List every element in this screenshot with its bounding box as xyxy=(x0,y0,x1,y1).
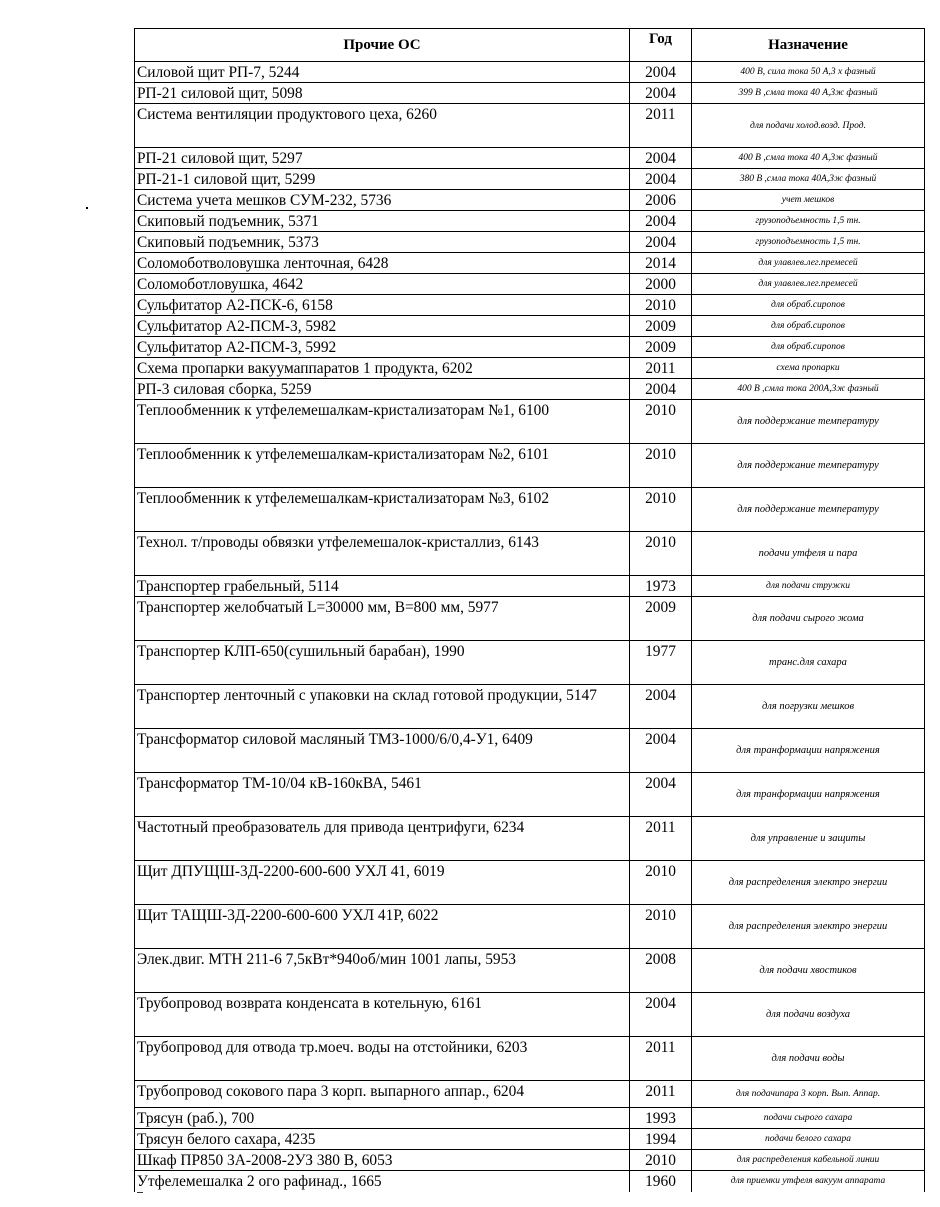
cell-purpose: для подачи воздуха xyxy=(692,993,925,1037)
cell-year: 2010 xyxy=(630,488,692,532)
cell-purpose: для поддержание температуру xyxy=(692,488,925,532)
cell-asset-name: Система вентиляции продуктового цеха, 6260 xyxy=(135,104,630,148)
cell-purpose: учет мешков xyxy=(692,190,925,211)
table-row xyxy=(135,817,925,861)
cell-purpose: для подачи сырого жома xyxy=(692,597,925,641)
cell-asset-name: Соломоботволовушка ленточная, 6428 xyxy=(135,253,630,274)
cell-asset-name: Система учета мешков СУМ-232, 5736 xyxy=(135,190,630,211)
cell-asset-name: Транспортер желобчатый L=30000 мм, В=800 мм, 5977 xyxy=(135,597,630,641)
other-assets-table xyxy=(134,28,925,1192)
cell-year: 1960 xyxy=(630,1171,692,1192)
cell-purpose: транс.для сахара xyxy=(692,641,925,685)
cell-asset-name: Трясун белого сахара, 4235 xyxy=(135,1129,630,1150)
cell-year: 2004 xyxy=(630,993,692,1037)
cell-purpose: для распределения электро энергии xyxy=(692,905,925,949)
cell-purpose: подачи сырого сахара xyxy=(692,1108,925,1129)
cell-year: 2010 xyxy=(630,400,692,444)
table-row xyxy=(135,685,925,729)
cell-year: 2010 xyxy=(630,295,692,316)
cell-year: 1973 xyxy=(630,576,692,597)
table-row xyxy=(135,1171,925,1192)
column-header-name: Прочие ОС xyxy=(135,29,630,62)
cell-asset-name: РП-21 силовой щит, 5297 xyxy=(135,148,630,169)
cell-asset-name: Транспортер ленточный с упаковки на склад готовой продукции, 5147 xyxy=(135,685,630,729)
cell-purpose: грузоподъемность 1,5 тн. xyxy=(692,232,925,253)
cell-asset-name: Соломоботловушка, 4642 xyxy=(135,274,630,295)
table-row xyxy=(135,773,925,817)
table-row xyxy=(135,104,925,148)
cell-purpose: подачи белого сахара xyxy=(692,1129,925,1150)
cell-purpose: схема пропарки xyxy=(692,358,925,379)
table-row xyxy=(135,576,925,597)
cell-purpose: для погрузки мешков xyxy=(692,685,925,729)
cell-asset-name: Элек.двиг. МТН 211-6 7,5кВт*940об/мин 1001 лапы, 5953 xyxy=(135,949,630,993)
cell-purpose: для приемки утфеля вакуум аппарата xyxy=(692,1171,925,1192)
cell-purpose: для подачи воды xyxy=(692,1037,925,1081)
cell-year: 2004 xyxy=(630,773,692,817)
table-row xyxy=(135,1037,925,1081)
cell-year: 2010 xyxy=(630,532,692,576)
table-row xyxy=(135,190,925,211)
cell-year: 1993 xyxy=(630,1108,692,1129)
cell-year: 2004 xyxy=(630,211,692,232)
cell-year: 2009 xyxy=(630,316,692,337)
cell-year: 2011 xyxy=(630,817,692,861)
cell-asset-name: Трубопровод возврата конденсата в котельную, 6161 xyxy=(135,993,630,1037)
cell-asset-name: Силовой щит РП-7, 5244 xyxy=(135,62,630,83)
column-header-year: Год xyxy=(630,29,692,62)
cell-purpose: 400 В ,смла тока 40 А,3ж фазный xyxy=(692,148,925,169)
table-row xyxy=(135,358,925,379)
table-row xyxy=(135,1150,925,1171)
cell-purpose: 400 В, сила тока 50 А,3 х фазный xyxy=(692,62,925,83)
cell-asset-name: Транспортер грабельный, 5114 xyxy=(135,576,630,597)
column-header-purpose: Назначение xyxy=(692,29,925,62)
cell-year: 2004 xyxy=(630,62,692,83)
table-row xyxy=(135,488,925,532)
table-row xyxy=(135,253,925,274)
cell-year: 2011 xyxy=(630,1081,692,1108)
cell-purpose: для поддержание температуру xyxy=(692,400,925,444)
cell-asset-name: Технол. т/проводы обвязки утфелемешалок-кристаллиз, 6143 xyxy=(135,532,630,576)
cell-purpose: 400 В ,смла тока 200А,3ж фазный xyxy=(692,379,925,400)
cell-year: 2011 xyxy=(630,1037,692,1081)
cell-asset-name: Щит ТАЩШ-3Д-2200-600-600 УХЛ 41Р, 6022 xyxy=(135,905,630,949)
cell-asset-name: Сульфитатор А2-ПСМ-3, 5992 xyxy=(135,337,630,358)
table-row xyxy=(135,211,925,232)
cell-year: 2009 xyxy=(630,597,692,641)
cell-asset-name: Трансформатор силовой масляный ТМЗ-1000/6/0,4-У1, 6409 xyxy=(135,729,630,773)
table-row xyxy=(135,148,925,169)
cell-purpose: для подачи хвостиков xyxy=(692,949,925,993)
cell-year: 2004 xyxy=(630,148,692,169)
table-row xyxy=(135,729,925,773)
cell-purpose: для подачи стружки xyxy=(692,576,925,597)
cell-purpose: подачи утфеля и пара xyxy=(692,532,925,576)
cell-purpose: для управление и защиты xyxy=(692,817,925,861)
cell-year: 2011 xyxy=(630,104,692,148)
table-header-row xyxy=(135,29,925,62)
cell-purpose: 399 В ,смла тока 40 А,3ж фазный xyxy=(692,83,925,104)
cell-asset-name: РП-21-1 силовой щит, 5299 xyxy=(135,169,630,190)
table-row xyxy=(135,274,925,295)
stray-mark xyxy=(137,1192,143,1193)
assets-table-container xyxy=(134,28,924,1192)
cell-purpose: грузоподъемность 1,5 тн. xyxy=(692,211,925,232)
cell-purpose: для подачи холод.возд. Прод. xyxy=(692,104,925,148)
table-row xyxy=(135,295,925,316)
cell-asset-name: Трубопровод для отвода тр.моеч. воды на отстойники, 6203 xyxy=(135,1037,630,1081)
cell-purpose: для транформации напряжения xyxy=(692,773,925,817)
table-row xyxy=(135,83,925,104)
cell-year: 2004 xyxy=(630,232,692,253)
cell-year: 1977 xyxy=(630,641,692,685)
table-row xyxy=(135,949,925,993)
cell-purpose: для улавлев.лег.премесей xyxy=(692,253,925,274)
cell-asset-name: Щит ДПУЩШ-3Д-2200-600-600 УХЛ 41, 6019 xyxy=(135,861,630,905)
table-row xyxy=(135,337,925,358)
cell-asset-name: Шкаф ПР850 3А-2008-2УЗ 380 В, 6053 xyxy=(135,1150,630,1171)
table-row xyxy=(135,905,925,949)
cell-purpose: для обраб.сиропов xyxy=(692,337,925,358)
cell-year: 2006 xyxy=(630,190,692,211)
table-row xyxy=(135,232,925,253)
cell-purpose: для обраб.сиропов xyxy=(692,295,925,316)
table-row xyxy=(135,1129,925,1150)
cell-asset-name: Трубопровод сокового пара 3 корп. выпарного аппар., 6204 xyxy=(135,1081,630,1108)
cell-year: 2008 xyxy=(630,949,692,993)
cell-purpose: для распределения кабельной линии xyxy=(692,1150,925,1171)
cell-purpose: для распределения электро энергии xyxy=(692,861,925,905)
cell-asset-name: Скиповый подъемник, 5371 xyxy=(135,211,630,232)
cell-year: 2000 xyxy=(630,274,692,295)
cell-year: 1994 xyxy=(630,1129,692,1150)
cell-asset-name: РП-3 силовая сборка, 5259 xyxy=(135,379,630,400)
cell-purpose: для обраб.сиропов xyxy=(692,316,925,337)
cell-asset-name: Трансформатор ТМ-10/04 кВ-160кВА, 5461 xyxy=(135,773,630,817)
cell-year: 2004 xyxy=(630,729,692,773)
cell-purpose: для улавлев.лег.премесей xyxy=(692,274,925,295)
table-row xyxy=(135,861,925,905)
cell-year: 2004 xyxy=(630,379,692,400)
cell-asset-name: Скиповый подъемник, 5373 xyxy=(135,232,630,253)
cell-asset-name: РП-21 силовой щит, 5098 xyxy=(135,83,630,104)
table-row xyxy=(135,1108,925,1129)
table-row xyxy=(135,62,925,83)
cell-purpose: для транформации напряжения xyxy=(692,729,925,773)
cell-year: 2004 xyxy=(630,83,692,104)
cell-year: 2004 xyxy=(630,169,692,190)
table-row xyxy=(135,532,925,576)
cell-asset-name: Трясун (раб.), 700 xyxy=(135,1108,630,1129)
table-row xyxy=(135,444,925,488)
cell-asset-name: Теплообменник к утфелемешалкам-кристализаторам №1, 6100 xyxy=(135,400,630,444)
cell-year: 2014 xyxy=(630,253,692,274)
cell-asset-name: Утфелемешалка 2 ого рафинад., 1665 xyxy=(135,1171,630,1192)
table-row xyxy=(135,993,925,1037)
stray-mark xyxy=(86,207,88,209)
cell-year: 2010 xyxy=(630,861,692,905)
cell-purpose: 380 В ,смла тока 40А,3ж фазный xyxy=(692,169,925,190)
cell-purpose: для подачипара 3 корп. Вып. Аппар. xyxy=(692,1081,925,1108)
table-row xyxy=(135,597,925,641)
table-row xyxy=(135,169,925,190)
cell-year: 2011 xyxy=(630,358,692,379)
cell-asset-name: Сульфитатор А2-ПСМ-3, 5982 xyxy=(135,316,630,337)
cell-year: 2004 xyxy=(630,685,692,729)
cell-year: 2010 xyxy=(630,1150,692,1171)
cell-asset-name: Теплообменник к утфелемешалкам-кристализаторам №3, 6102 xyxy=(135,488,630,532)
cell-asset-name: Теплообменник к утфелемешалкам-кристализаторам №2, 6101 xyxy=(135,444,630,488)
table-row xyxy=(135,1081,925,1108)
table-row xyxy=(135,400,925,444)
cell-asset-name: Транспортер КЛП-650(сушильный барабан), 1990 xyxy=(135,641,630,685)
table-row xyxy=(135,316,925,337)
cell-year: 2010 xyxy=(630,444,692,488)
table-row xyxy=(135,641,925,685)
cell-purpose: для поддержание температуру xyxy=(692,444,925,488)
table-row xyxy=(135,379,925,400)
cell-asset-name: Сульфитатор А2-ПСК-6, 6158 xyxy=(135,295,630,316)
cell-asset-name: Частотный преобразователь для привода центрифуги, 6234 xyxy=(135,817,630,861)
cell-asset-name: Схема пропарки вакуумаппаратов 1 продукта, 6202 xyxy=(135,358,630,379)
cell-year: 2010 xyxy=(630,905,692,949)
cell-year: 2009 xyxy=(630,337,692,358)
